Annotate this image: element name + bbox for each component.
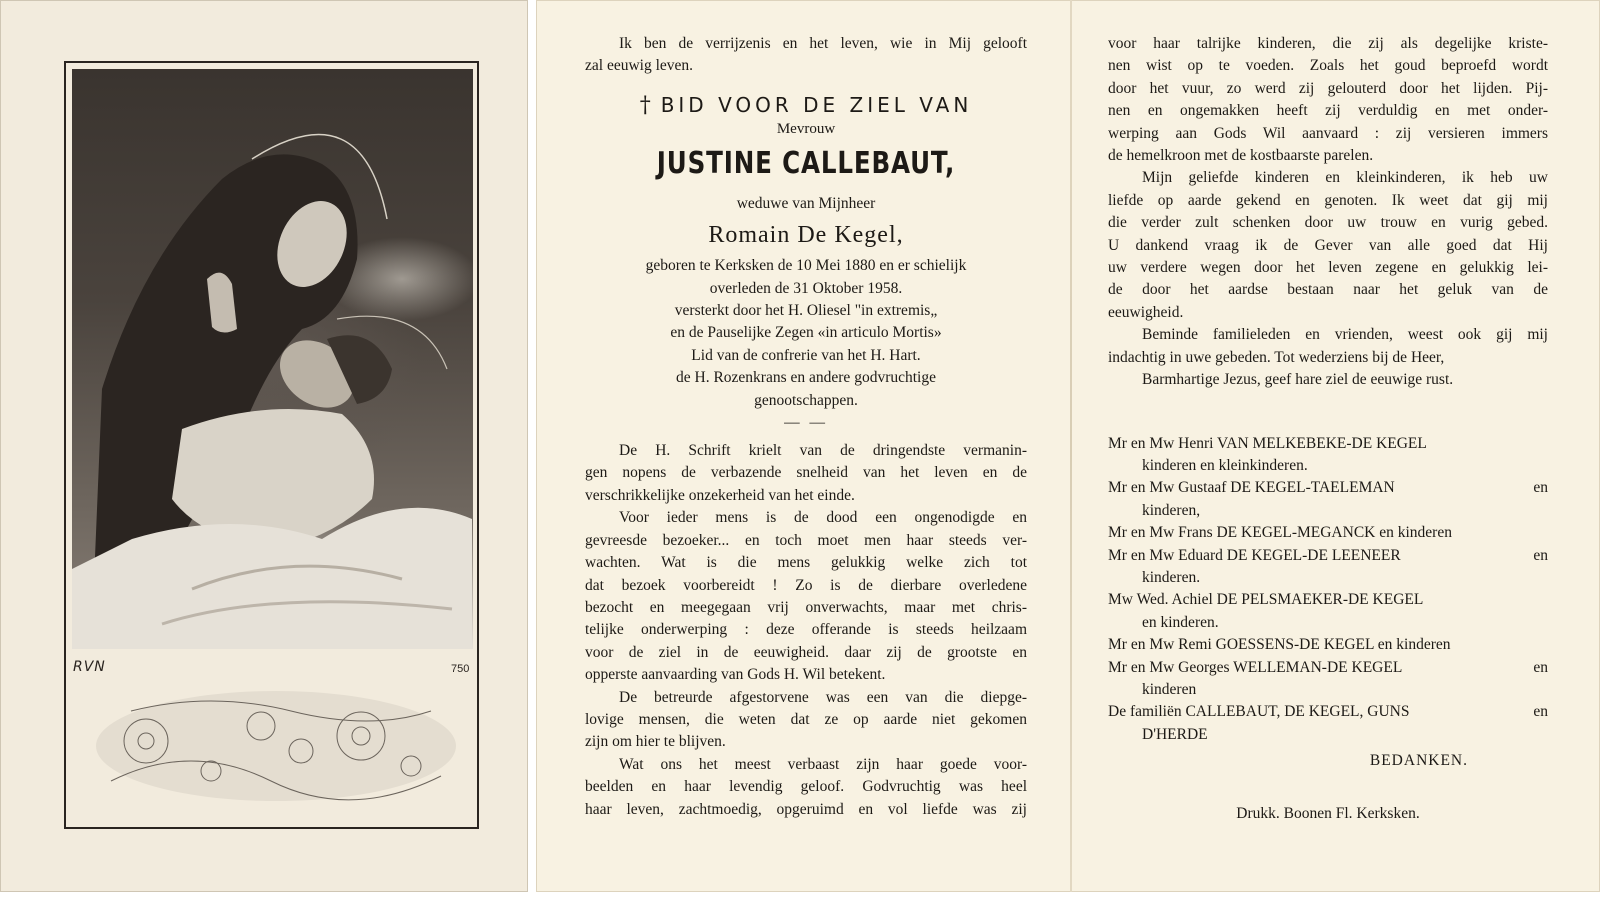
cross-icon: † (639, 92, 655, 118)
right-text-column (1108, 33, 1548, 825)
serial-number: 750 (451, 663, 470, 675)
text-line: Wat ons het meest verbaast zijn haar goede voor- (619, 755, 1027, 773)
detail-line: genootschappen. (754, 391, 858, 409)
quote-line: zal eeuwig leven. (585, 57, 694, 75)
text-line: Beminde familieleden en vrienden, weest ook gij mij (1142, 326, 1548, 344)
flowers-decoration (91, 681, 461, 811)
family-name: Mw Wed. Achiel DE PELSMAEKER-DE KEGEL (1108, 591, 1424, 609)
printer-credit: Drukk. Boonen Fl. Kerksken. (1236, 804, 1420, 822)
paragraph (1108, 33, 1548, 167)
artist-signature: RVN (73, 659, 106, 675)
paragraph (585, 507, 1027, 686)
detail-line: Lid van de confrerie van het H. Hart. (691, 346, 921, 364)
family-entry: Mr en Mw Eduard DE KEGEL-DE LEENEER en kinderen. (1108, 545, 1548, 590)
text-line: liefde op aarde gekend en genoten. Ik weet dat gij mij (1108, 191, 1548, 209)
family-entry (1108, 522, 1548, 544)
card-front (0, 0, 528, 892)
family-name: Mr en Mw Eduard DE KEGEL-DE LEENEER (1108, 546, 1401, 564)
text-line: de door het aardse bestaan naar het geluk van de (1108, 281, 1548, 299)
paragraph (585, 754, 1027, 821)
family-name: Mr en Mw Frans DE KEGEL-MEGANCK en kinderen (1108, 524, 1452, 542)
devotional-picture (72, 69, 473, 649)
text-line: werping aan Gods Wil aanvaard : zij versieren immers (1108, 124, 1548, 142)
text-line: Mijn geliefde kinderen en kleinkinderen, ik heb uw (1142, 169, 1548, 187)
family-entry (1108, 589, 1548, 634)
text-line: die verder zult schenken door uw trouw en vurig gebed. (1108, 214, 1548, 232)
family-name: Mr en Mw Georges WELLEMAN-DE KEGEL (1108, 658, 1403, 676)
text-line: haar leven, zachtmoedig, opgeruimd en vol liefde was zij (585, 800, 1027, 818)
family-entry: Mr en Mw Gustaaf DE KEGEL-TAELEMAN en kinderen, (1108, 477, 1548, 522)
family-entry: De familiën CALLEBAUT, DE KEGEL, GUNS en D'HERDE (1108, 701, 1548, 746)
text-line: zijn om hier te blijven. (585, 733, 726, 751)
text-line: de hemelkroon met de kostbaarste parelen. (1108, 147, 1374, 165)
text-line: Voor ieder mens is de dood een ongenodigde en (619, 509, 1027, 527)
paragraph (585, 440, 1027, 507)
detail-line: de H. Rozenkrans en andere godvruchtige (676, 369, 936, 387)
family-cont: kinderen en kleinkinderen. (1142, 456, 1308, 474)
text-line: verschrikkelijke onzekerheid van het einde. (585, 486, 855, 504)
text-line: voor de ziel in de eeuwigheid. daar zij de grootste en (585, 643, 1027, 661)
text-line: beelden en haar levendig geloof. Godvruchtig was heel (585, 778, 1027, 796)
deceased-name: JUSTINE CALLEBAUT, (656, 145, 956, 181)
family-cont: D'HERDE (1142, 725, 1208, 743)
family-name: De familiën CALLEBAUT, DE KEGEL, GUNS (1108, 703, 1410, 721)
family-cont: en kinderen. (1142, 613, 1219, 631)
family-entry (1108, 634, 1548, 656)
detail-line: overleden de 31 Oktober 1958. (709, 279, 903, 297)
widow-of: weduwe van Mijnheer (736, 194, 876, 212)
thanks-line: BEDANKEN. (1369, 752, 1468, 770)
paragraph (585, 687, 1027, 754)
title-mevrouw: Mevrouw (776, 120, 836, 137)
family-entry: Mr en Mw Georges WELLEMAN-DE KEGEL en kinderen (1108, 657, 1548, 702)
text-line: bezocht en meegegaan vrij onverwachts, maar met chris- (585, 598, 1027, 616)
text-line: gen nopens de verbazende snelheid van het leven en de (585, 464, 1027, 482)
paragraph (1108, 369, 1548, 391)
text-line: Barmhartige Jezus, geef hare ziel de eeuwige rust. (1142, 371, 1454, 389)
text-line: eeuwigheid. (1108, 303, 1184, 321)
text-line: telijke onderwerping : deze offerande is steeds heilzaam (585, 621, 1027, 639)
text-line: gevreesde bezoeker... en toch moet men haar steeds ver- (585, 531, 1027, 549)
text-line: nen wist op te voeden. Zoals het goud beproefd wordt (1108, 57, 1548, 75)
family-cont: kinderen, (1142, 501, 1201, 519)
family-name: Mr en Mw Gustaaf DE KEGEL-TAELEMAN (1108, 479, 1395, 497)
family-name: Mr en Mw Henri VAN MELKEBEKE-DE KEGEL (1108, 434, 1427, 452)
paragraph (1108, 167, 1548, 324)
text-line: indachtig in uwe gebeden. Tot wederziens bij de Heer, (1108, 348, 1445, 366)
text-line: lovige mensen, die weten dat ze op aarde niet gekomen (585, 710, 1027, 728)
divider: — — (784, 414, 828, 432)
text-line: U dankend vraag ik de Gever van alle goed dat Hij (1108, 236, 1548, 254)
text-line: De betreurde afgestorvene was een van die diepge- (619, 688, 1027, 706)
prayer-heading-text: BID VOOR DE ZIEL VAN (660, 92, 973, 117)
family-cont: kinderen (1142, 680, 1197, 698)
text-line: De H. Schrift krielt van de dringendste vermanin- (619, 442, 1027, 460)
prayer-heading (585, 92, 1027, 119)
detail-line: versterkt door het H. Oliesel "in extremis„ (674, 302, 938, 320)
fold-line (1070, 0, 1072, 892)
pieta-illustration (72, 69, 473, 649)
paragraph (1108, 324, 1548, 369)
detail-line: en de Pauselijke Zegen «in articulo Mortis» (670, 324, 942, 342)
husband-name: Romain De Kegel, (708, 222, 904, 249)
text-line: dat bezoek voorbereidt ! Zo is de dierbare overledene (585, 576, 1027, 594)
quote-line: Ik ben de verrijzenis en het leven, wie in Mij gelooft (619, 35, 1027, 52)
text-line: uw verdere wegen door het leven zegene en gelukkig lei- (1108, 259, 1548, 277)
text-line: voor haar talrijke kinderen, die zij als degelijke kriste- (1108, 35, 1548, 52)
text-line: wachten. Wat is die mens gelukkig welke zich tot (585, 554, 1027, 572)
family-cont: kinderen. (1142, 568, 1201, 586)
left-text-column (585, 33, 1027, 821)
family-name: Mr en Mw Remi GOESSENS-DE KEGEL en kinderen (1108, 636, 1451, 654)
text-line: door het vuur, zo werd zij gelouterd door het lijden. Pij- (1108, 79, 1548, 97)
text-line: nen en ongemakken heeft zij verduldig en met onder- (1108, 102, 1548, 120)
family-entry (1108, 433, 1548, 478)
detail-line: geboren te Kerksken de 10 Mei 1880 en er schielijk (645, 257, 967, 275)
text-line: opperste aanvaarding van Gods H. Wil betekent. (585, 666, 886, 684)
